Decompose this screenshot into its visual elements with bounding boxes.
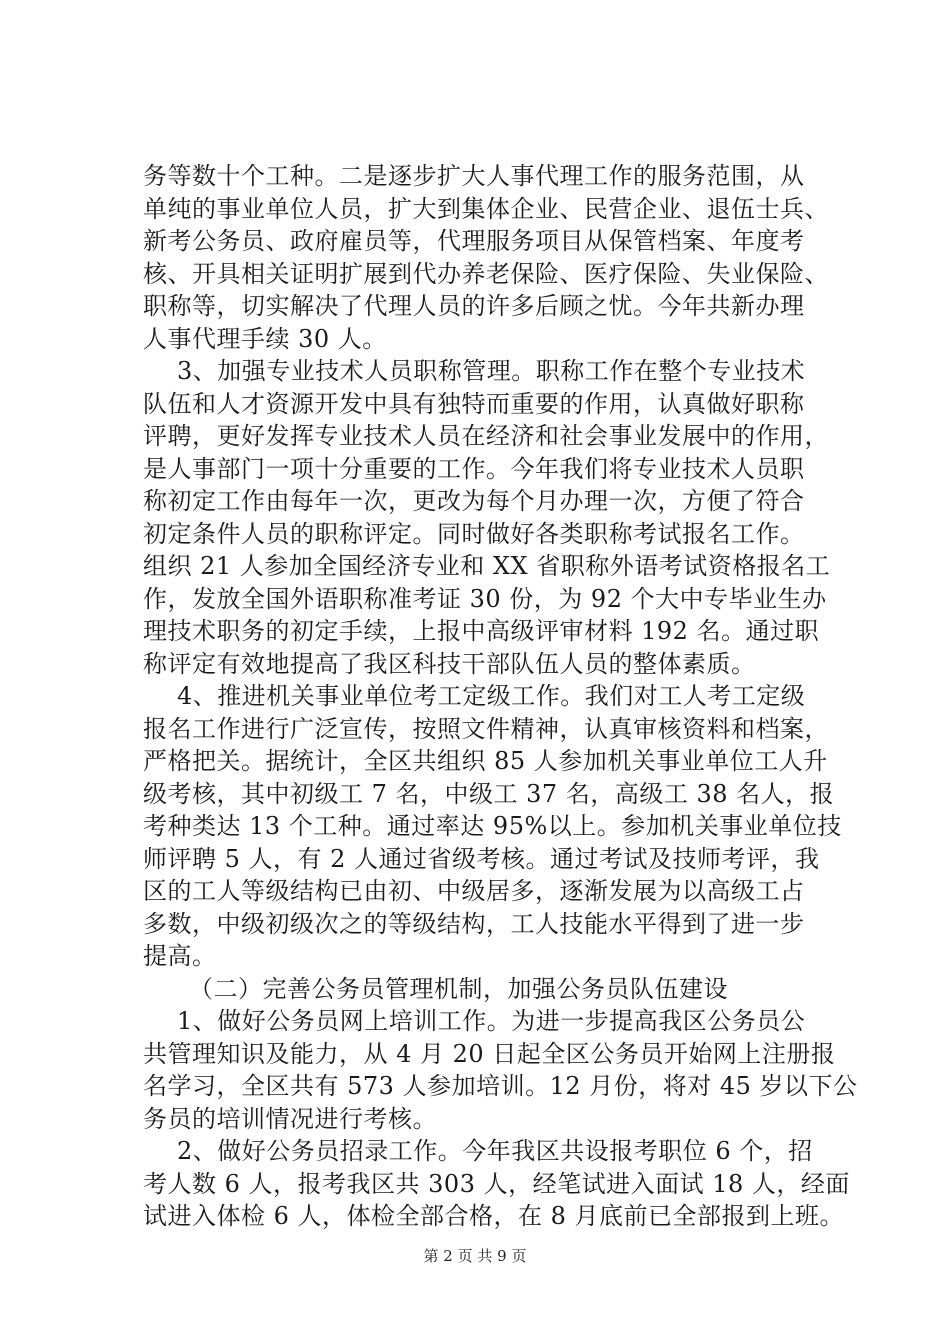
text-line: 试进入体检 6 人，体检全部合格，在 8 月底前已全部报到上班。 [143,1202,845,1230]
text-line: 考种类达 13 个工种。通过率达 95%以上。参加机关事业单位技 [143,812,842,840]
text-line: 人事代理手续 30 人。 [143,324,387,353]
text-line: 务员的培训情况进行考核。 [143,1104,437,1133]
document-body [143,160,858,1233]
text-line: 核、开具相关证明扩展到代办养老保险、医疗保险、失业保险、 [143,259,829,288]
text-line: 职称等，切实解决了代理人员的许多后顾之忧。今年共新办理 [143,292,805,320]
text-line: 是人事部门一项十分重要的工作。今年我们将专业技术人员职 [143,454,805,483]
text-line: 师评聘 5 人，有 2 人通过省级考核。通过考试及技师考评，我 [143,844,820,873]
text-line: 作，发放全国外语职称准考证 30 份，为 92 个大中专毕业生办 [143,584,827,613]
text-line: 称初定工作由每年一次，更改为每个月办理一次，方便了符合 [143,487,805,515]
text-line: 初定条件人员的职称评定。同时做好各类职称考试报名工作。 [143,519,805,548]
text-line: 名学习，全区共有 573 人参加培训。12 月份，将对 45 岁以下公 [143,1072,858,1100]
text-line: 提高。 [143,942,217,970]
text-line: 务等数十个工种。二是逐步扩大人事代理工作的服务范围，从 [143,162,805,190]
text-line: 级考核，其中初级工 7 名，中级工 37 名，高级工 38 名人，报 [143,779,835,808]
paragraph-start-line: 2、做好公务员招录工作。今年我区共设报考职位 6 个，招 [177,1137,813,1165]
text-line: 评聘，更好发挥专业技术人员在经济和社会事业发展中的作用， [143,422,829,450]
page-footer: 第 2 页 共 9 页 [423,1247,527,1265]
text-line: 考人数 6 人，报考我区共 303 人，经笔试进入面试 18 人，经面 [143,1169,850,1198]
text-line: 多数，中级初级次之的等级结构，工人技能水平得到了进一步 [143,909,805,938]
paragraph-start-line: 1、做好公务员网上培训工作。为进一步提高我区公务员公 [177,1007,806,1035]
text-line: 报名工作进行广泛宣传，按照文件精神，认真审核资料和档案， [143,714,829,743]
section-heading: （二）完善公务员管理机制，加强公务员队伍建设 [189,974,728,1003]
paragraph-start-line: 4、推进机关事业单位考工定级工作。我们对工人考工定级 [177,682,806,710]
text-line: 新考公务员、政府雇员等，代理服务项目从保管档案、年度考 [143,227,805,255]
paragraph-start-line: 3、加强专业技术人员职称管理。职称工作在整个专业技术 [177,357,806,385]
text-line: 严格把关。据统计，全区共组织 85 人参加机关事业单位工人升 [143,747,828,775]
text-line: 共管理知识及能力，从 4 月 20 日起全区公务员开始网上注册报 [143,1039,836,1068]
text-line: 组织 21 人参加全国经济专业和 XX 省职称外语考试资格报名工 [143,552,831,580]
text-line: 单纯的事业单位人员，扩大到集体企业、民营企业、退伍士兵、 [143,194,829,223]
text-line: 理技术职务的初定手续，上报中高级评审材料 192 名。通过职 [143,617,820,645]
text-line: 队伍和人才资源开发中具有独特而重要的作用，认真做好职称 [143,389,805,418]
text-line: 称评定有效地提高了我区科技干部队伍人员的整体素质。 [143,649,756,678]
text-line: 区的工人等级结构已由初、中级居多，逐渐发展为以高级工占 [143,877,805,905]
